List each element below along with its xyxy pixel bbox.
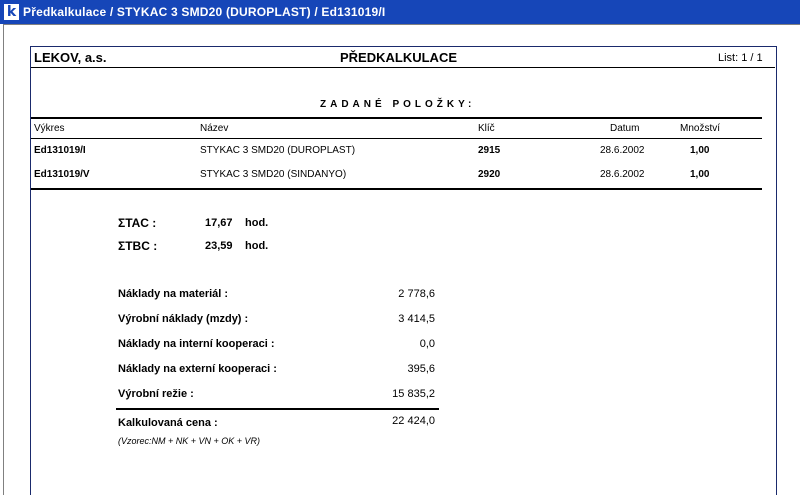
cost-material-value: 2 778,6 (398, 288, 435, 300)
tac-value: 17,67 (205, 217, 233, 229)
row-1-date: 28.6.2002 (600, 145, 645, 156)
tbc-value: 23,59 (205, 240, 233, 252)
total-label: Kalkulovaná cena : (118, 417, 218, 429)
col-header-drawing: Výkres (34, 123, 65, 134)
row-2-drawing: Ed131019/V (34, 169, 90, 180)
tac-label: ΣTAC : (118, 216, 157, 230)
tac-unit: hod. (245, 217, 269, 229)
cost-wages-value: 3 414,5 (398, 313, 435, 325)
header-divider (31, 67, 775, 68)
col-header-key: Klíč (478, 123, 495, 134)
formula-note: (Vzorec:NM + NK + VN + OK + VR) (118, 436, 261, 446)
app-logo-icon: k (4, 4, 19, 20)
cost-overhead-label: Výrobní režie : (118, 388, 194, 400)
report-heading: PŘEDKALKULACE (340, 50, 457, 65)
cost-external-coop-label: Náklady na externí kooperaci : (118, 363, 277, 375)
row-2-key: 2920 (478, 169, 501, 180)
row-2-name: STYKAC 3 SMD20 (SINDANYO) (200, 169, 347, 180)
page-number: List: 1 / 1 (718, 52, 763, 64)
section-title: ZADANÉ POLOŽKY: (320, 99, 476, 110)
col-header-date: Datum (610, 123, 640, 134)
window-titlebar[interactable] (0, 0, 800, 24)
table-header-rule (31, 138, 762, 139)
cost-external-coop-value: 395,6 (407, 363, 435, 375)
row-2-date: 28.6.2002 (600, 169, 645, 180)
company-name: LEKOV, a.s. (34, 50, 107, 65)
row-1-drawing: Ed131019/I (34, 145, 86, 156)
cost-internal-coop-value: 0,0 (419, 338, 435, 350)
row-1-name: STYKAC 3 SMD20 (DUROPLAST) (200, 145, 356, 156)
table-top-rule (31, 117, 762, 119)
total-rule (116, 408, 439, 410)
col-header-name: Název (200, 123, 229, 134)
tbc-unit: hod. (245, 240, 269, 252)
window-title: Předkalkulace / STYKAC 3 SMD20 (DUROPLAST) / Ed131019/I (23, 5, 386, 19)
cost-wages-label: Výrobní náklady (mzdy) : (118, 313, 249, 325)
row-1-quantity: 1,00 (690, 145, 710, 156)
row-2-quantity: 1,00 (690, 169, 710, 180)
col-header-quantity: Množství (680, 123, 721, 134)
row-1-key: 2915 (478, 145, 501, 156)
cost-material-label: Náklady na materiál : (118, 288, 229, 300)
cost-internal-coop-label: Náklady na interní kooperaci : (118, 338, 275, 350)
cost-overhead-value: 15 835,2 (392, 388, 435, 400)
tbc-label: ΣTBC : (118, 239, 158, 253)
table-bottom-rule (31, 188, 762, 190)
total-value: 22 424,0 (392, 415, 435, 427)
